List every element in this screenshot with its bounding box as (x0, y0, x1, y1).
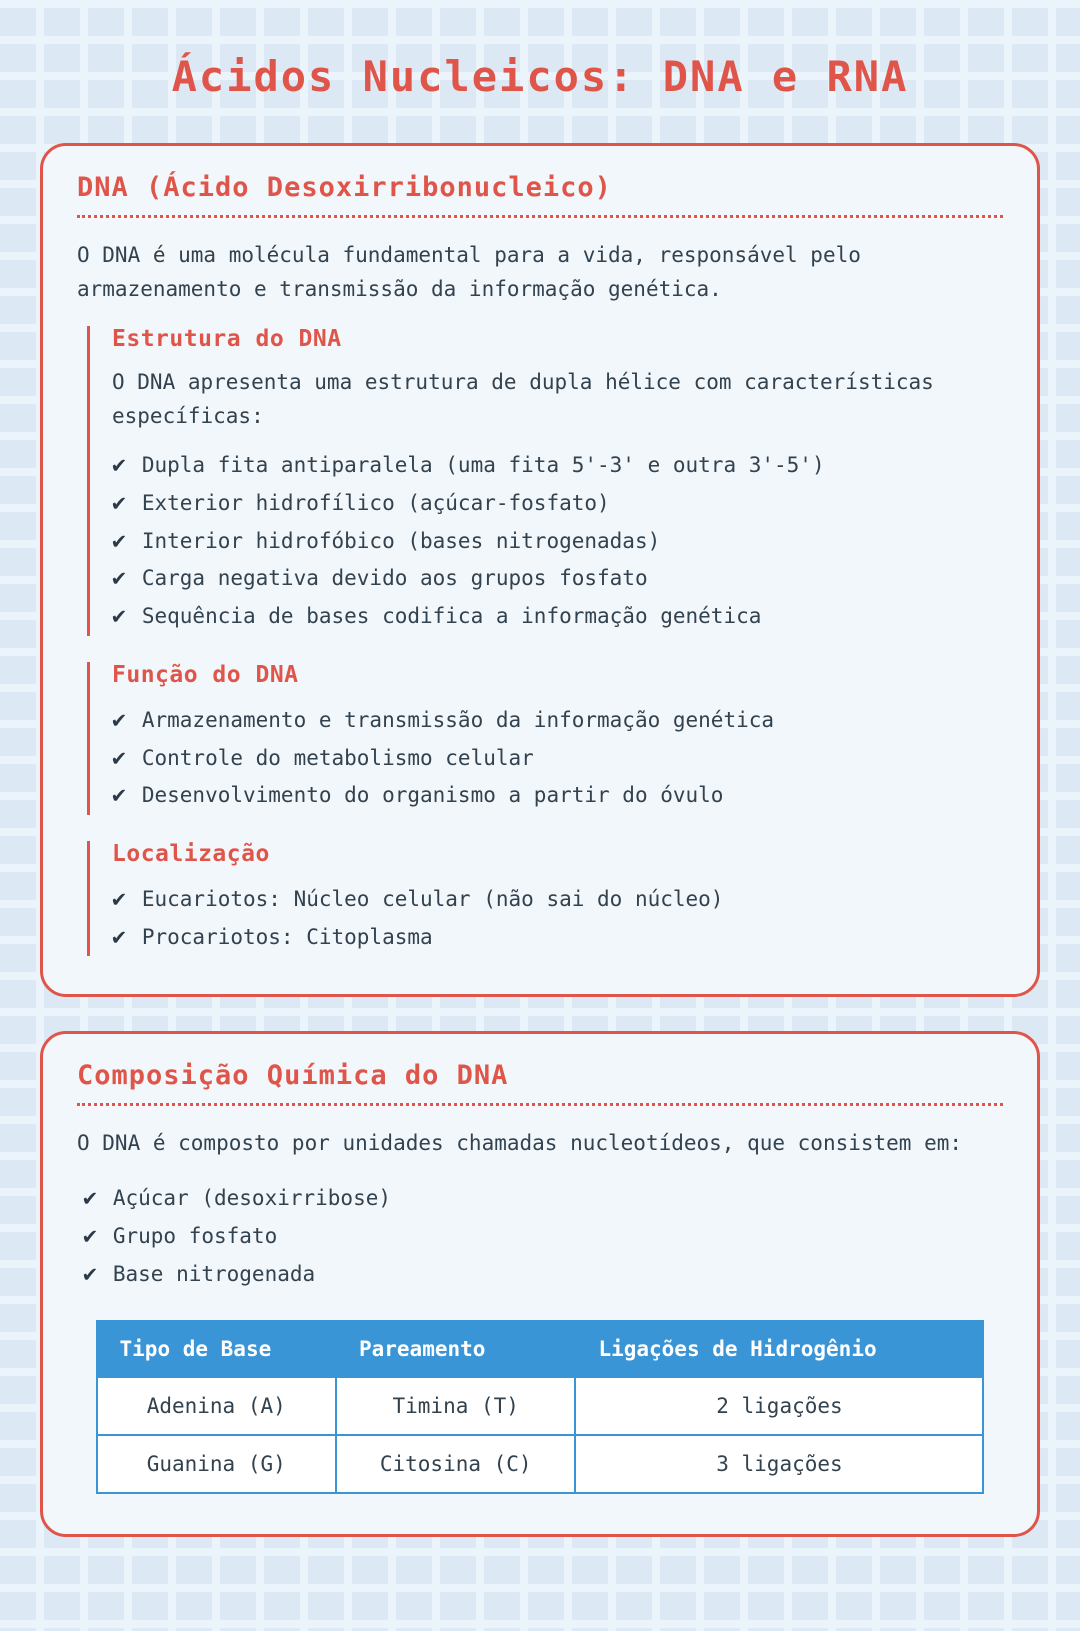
section-title: Localização (112, 840, 270, 867)
check-icon: ✔ (112, 706, 126, 733)
section-estrutura-do-dna (87, 326, 1003, 636)
check-icon: ✔ (112, 603, 126, 630)
list-item (112, 777, 1003, 815)
check-list (83, 1180, 1003, 1293)
check-icon: ✔ (112, 452, 126, 479)
list-item (112, 523, 1003, 561)
list-item (112, 740, 1003, 778)
check-icon: ✔ (112, 744, 126, 771)
composition-card-intro: O DNA é composto por unidades chamadas nucleotídeos, que consistem em: (77, 1131, 963, 1156)
check-icon: ✔ (112, 885, 126, 912)
page-title: Ácidos Nucleicos: DNA e RNA (171, 52, 909, 101)
table-cell: Timina (T) (336, 1377, 575, 1435)
list-item-text: Interior hidrofóbico (bases nitrogenadas) (141, 528, 661, 553)
dna-card-title: DNA (Ácido Desoxirribonucleico) (77, 172, 1003, 218)
table-header-row (97, 1321, 984, 1377)
check-icon: ✔ (83, 1223, 97, 1250)
list-item-text: Controle do metabolismo celular (141, 745, 534, 770)
header-cell-pareamento: Pareamento (336, 1321, 575, 1377)
list-item-text: Desenvolvimento do organismo a partir do óvulo (141, 783, 724, 808)
composition-card-title: Composição Química do DNA (77, 1060, 1003, 1106)
list-item (112, 881, 1003, 919)
check-list (112, 702, 1003, 815)
check-icon: ✔ (112, 923, 126, 950)
table-cell: Citosina (C) (336, 1435, 575, 1493)
check-icon: ✔ (112, 565, 126, 592)
list-item (112, 919, 1003, 957)
list-item-text: Açúcar (desoxirribose) (112, 1186, 392, 1211)
list-item-text: Exterior hidrofílico (açúcar-fosfato) (141, 490, 610, 515)
list-item-text: Grupo fosfato (112, 1224, 278, 1249)
table-cell: Guanina (G) (97, 1435, 336, 1493)
list-item-text: Base nitrogenada (112, 1261, 316, 1286)
list-item-text: Procariotos: Citoplasma (141, 924, 433, 949)
list-item (112, 702, 1003, 740)
list-item-text: Eucariotos: Núcleo celular (não sai do núcleo) (141, 886, 724, 911)
base-pairing-table (96, 1320, 985, 1494)
table-cell: 2 ligações (575, 1377, 983, 1435)
table-row (97, 1435, 984, 1493)
list-item (112, 598, 1003, 636)
list-item (83, 1180, 1003, 1218)
list-item (112, 485, 1003, 523)
section-funcao-do-dna (87, 662, 1003, 815)
dna-card (40, 143, 1040, 997)
list-item (112, 560, 1003, 598)
section-title: Estrutura do DNA (112, 326, 342, 353)
check-icon: ✔ (112, 527, 126, 554)
section-title: Função do DNA (112, 661, 299, 688)
section-localizacao (87, 841, 1003, 956)
check-list (112, 881, 1003, 956)
list-item (83, 1218, 1003, 1256)
list-item (112, 447, 1003, 485)
header-cell-tipo-de-base: Tipo de Base (97, 1321, 336, 1377)
section-intro: O DNA apresenta uma estrutura de dupla hélice com características específicas: (112, 370, 934, 428)
notes-page (40, 52, 1040, 1537)
list-item-text: Armazenamento e transmissão da informação genética (141, 707, 775, 732)
header-cell-ligacoes: Ligações de Hidrogênio (575, 1321, 983, 1377)
composition-card (40, 1031, 1040, 1536)
list-item-text: Sequência de bases codifica a informação genética (141, 604, 762, 629)
check-list (112, 447, 1003, 636)
check-icon: ✔ (83, 1185, 97, 1212)
check-icon: ✔ (112, 489, 126, 516)
list-item-text: Dupla fita antiparalela (uma fita 5'-3' e outra 3'-5') (141, 453, 825, 478)
table-cell: Adenina (A) (97, 1377, 336, 1435)
list-item-text: Carga negativa devido aos grupos fosfato (141, 566, 648, 591)
dna-card-intro: O DNA é uma molécula fundamental para a vida, responsável pelo armazenamento e transmissão da informação genética. (77, 243, 861, 302)
check-icon: ✔ (112, 782, 126, 809)
table-row (97, 1377, 984, 1435)
check-icon: ✔ (83, 1260, 97, 1287)
list-item (83, 1256, 1003, 1294)
table-cell: 3 ligações (575, 1435, 983, 1493)
